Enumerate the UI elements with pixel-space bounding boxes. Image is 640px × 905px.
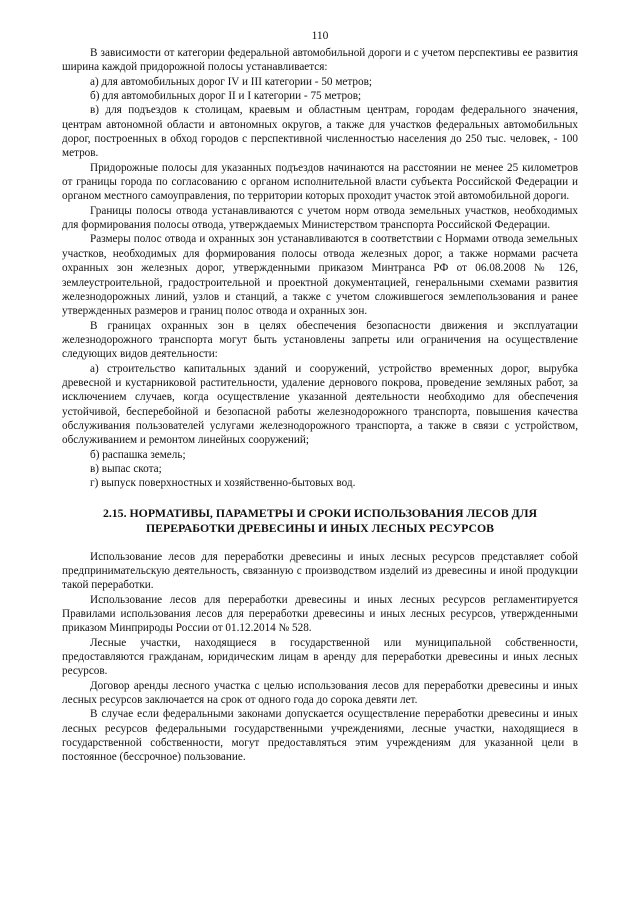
paragraph: Придорожные полосы для указанных подъездов начинаются на расстоянии не менее 25 километров от границы города по согласованию с органом исполнительной власти субъекта Российской Федерации и органом местного самоуправления, по территории которых проходит участок этой автомобильной дороги. <box>62 161 578 203</box>
list-item: в) выпас скота; <box>90 462 162 475</box>
list-item: б) распашка земель; <box>90 448 186 461</box>
paragraph: Размеры полос отвода и охранных зон устанавливаются в соответствии с Нормами отвода земельных участков, необходимых для формирования полосы отвода железных дорог, а также нормами расчета охранных зон железных дорог, утвержденными приказом Минтранса РФ от 06.08.2008 № 126, землеустроительной, градостроительной и проектной документацией, генеральными схемами развития железнодорожных линий, узлов и станций, а также с учетом сложившегося землепользования и ранее утвержденных размеров и границ полос отвода и охранных зон. <box>62 233 578 318</box>
paragraph: Использование лесов для переработки древесины и иных лесных ресурсов регламентируется Правилами использования лесов для переработки древесины и иных лесных ресурсов, утвержденными приказом Минприроды России от 01.12.2014 № 528. <box>62 593 578 635</box>
paragraph: В границах охранных зон в целях обеспечения безопасности движения и эксплуатации железнодорожного транспорта могут быть установлены запреты или ограничения на осуществление следующих видов деятельности: <box>62 319 578 361</box>
list-item: в) для подъездов к столицам, краевым и областным центрам, городам федерального значения, центрам автономной области и автономных округов, а также для участков федеральных автомобильных дорог, построенных в обход городов с перспективной численностью населения до 250 тыс. человек, - 100 метров. <box>62 104 578 160</box>
paragraph: Лесные участки, находящиеся в государственной или муниципальной собственности, предоставляются гражданам, юридическим лицам в аренду для переработки древесины и иных лесных ресурсов. <box>62 636 578 678</box>
paragraph: Договор аренды лесного участка с целью использования лесов для переработки древесины и иных лесных ресурсов заключается на срок от одного года до сорока девяти лет. <box>62 679 578 707</box>
paragraph: Границы полосы отвода устанавливаются с учетом норм отвода земельных участков, необходимых для формирования полосы отвода, утверждаемых Министерством транспорта Российской Федерации. <box>62 204 578 232</box>
paragraph: В случае если федеральными законами допускается осуществление переработки древесины и иных лесных ресурсов федеральными государственными учреждениями, лесные участки, находящиеся в государственной собственности, могут предоставляться этим учреждениям для указанной цели в постоянное (бессрочное) пользование. <box>62 708 578 764</box>
page-number: 110 <box>311 30 329 42</box>
page-content <box>62 46 578 765</box>
list-item: б) для автомобильных дорог II и I категории - 75 метров; <box>90 90 362 103</box>
list-item: а) для автомобильных дорог IV и III категории - 50 метров; <box>90 75 372 88</box>
list-item: г) выпуск поверхностных и хозяйственно-бытовых вод. <box>90 477 356 490</box>
section-heading: 2.15. НОРМАТИВЫ, ПАРАМЕТРЫ И СРОКИ ИСПОЛЬЗОВАНИЯ ЛЕСОВ ДЛЯ ПЕРЕРАБОТКИ ДРЕВЕСИНЫ И ИНЫХ ЛЕСНЫХ РЕСУРСОВ <box>102 505 538 535</box>
paragraph: В зависимости от категории федеральной автомобильной дороги и с учетом перспективы ее развития ширина каждой придорожной полосы устанавливается: <box>62 47 578 74</box>
paragraph: Использование лесов для переработки древесины и иных лесных ресурсов представляет собой предпринимательскую деятельность, связанную с производством изделий из древесины и иной продукции такой переработки. <box>62 550 578 592</box>
list-item: а) строительство капитальных зданий и сооружений, устройство временных дорог, вырубка древесной и кустарниковой растительности, удаление дернового покрова, проведение земляных работ, за исключением случаев, когда осуществление указанной деятельности необходимо для обеспечения устойчивой, бесперебойной и безопасной работы железнодорожного транспорта, повышения качества обслуживания пользователей услугами железнодорожного транспорта, а также в связи с устройством, обслуживанием и ремонтом линейных сооружений; <box>62 362 578 447</box>
